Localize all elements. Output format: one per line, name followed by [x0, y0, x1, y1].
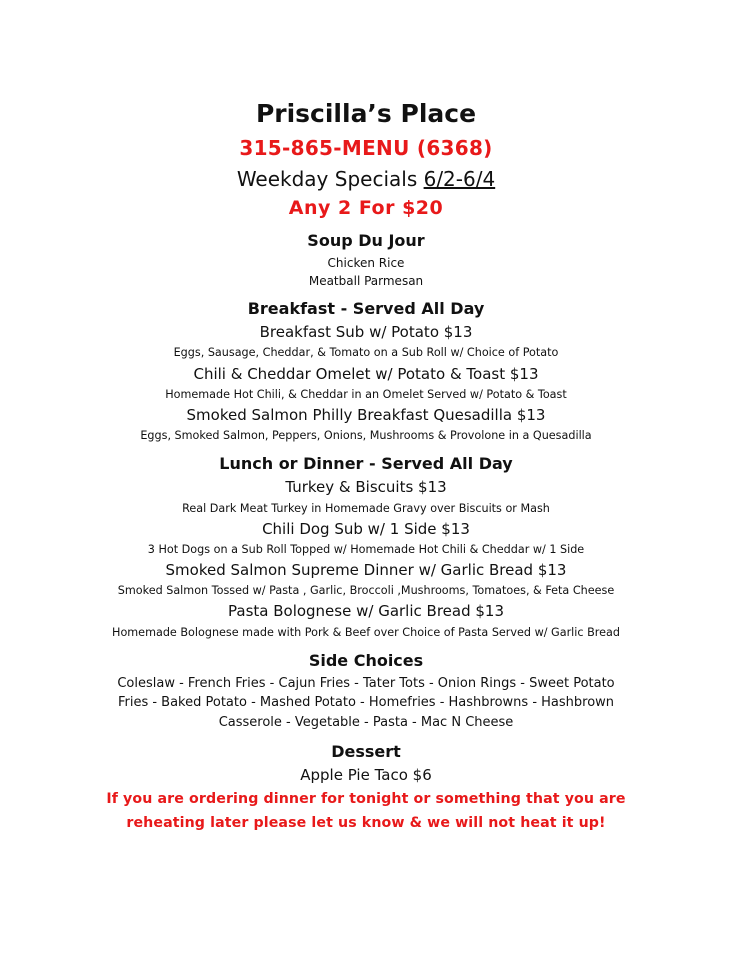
menu-item-name: Pasta Bolognese w/ Garlic Bread $13 — [228, 602, 504, 620]
menu-item-description: 3 Hot Dogs on a Sub Roll Topped w/ Homemade Hot Chili & Cheddar w/ 1 Side — [147, 543, 585, 556]
breakfast-heading: Breakfast - Served All Day — [247, 299, 485, 318]
weekday-specials-heading — [0, 168, 732, 191]
menu-item-name: Turkey & Biscuits $13 — [285, 478, 447, 496]
side-choices-line: Coleslaw - French Fries - Cajun Fries - Tater Tots - Onion Rings - Sweet Potato — [117, 676, 615, 691]
phone-number: 315-865-MENU (6368) — [239, 136, 493, 160]
menu-item-description: Homemade Hot Chili, & Cheddar in an Omelet Served w/ Potato & Toast — [165, 388, 567, 401]
menu-item-name: Chili Dog Sub w/ 1 Side $13 — [262, 520, 470, 538]
menu-item-description: Eggs, Sausage, Cheddar, & Tomato on a Sub Roll w/ Choice of Potato — [173, 346, 559, 359]
side-choices-line: Casserole - Vegetable - Pasta - Mac N Cheese — [218, 715, 514, 730]
menu-item-name: Chili & Cheddar Omelet w/ Potato & Toast $13 — [193, 365, 539, 383]
lunch-dinner-heading: Lunch or Dinner - Served All Day — [219, 454, 513, 473]
reheat-notice-line: If you are ordering dinner for tonight or something that you are — [106, 791, 626, 807]
menu-item-description: Eggs, Smoked Salmon, Peppers, Onions, Mushrooms & Provolone in a Quesadilla — [140, 429, 592, 442]
promo-line: Any 2 For $20 — [288, 197, 444, 219]
reheat-notice-line: reheating later please let us know & we will not heat it up! — [126, 815, 606, 831]
specials-dates: 6/2-6/4 — [423, 167, 496, 191]
dessert-item: Apple Pie Taco $6 — [300, 766, 432, 784]
menu-item-name: Smoked Salmon Philly Breakfast Quesadilla $13 — [186, 406, 546, 424]
menu-item-name: Smoked Salmon Supreme Dinner w/ Garlic Bread $13 — [165, 561, 567, 579]
menu-item-name: Breakfast Sub w/ Potato $13 — [259, 323, 473, 341]
menu-item-description: Homemade Bolognese made with Pork & Beef over Choice of Pasta Served w/ Garlic Bread — [112, 626, 620, 639]
menu-item-description: Real Dark Meat Turkey in Homemade Gravy over Biscuits or Mash — [182, 502, 550, 515]
side-choices-line: Fries - Baked Potato - Mashed Potato - Homefries - Hashbrowns - Hashbrown — [117, 695, 615, 710]
soup-heading: Soup Du Jour — [307, 231, 425, 250]
dessert-heading: Dessert — [331, 742, 401, 761]
soup-item: Meatball Parmesan — [308, 274, 424, 288]
restaurant-title: Priscilla’s Place — [255, 99, 477, 128]
side-choices-heading: Side Choices — [308, 651, 424, 670]
menu-item-description: Smoked Salmon Tossed w/ Pasta , Garlic, Broccoli ,Mushrooms, Tomatoes, & Feta Cheese — [117, 584, 615, 597]
specials-label: Weekday Specials — [236, 167, 424, 191]
soup-item: Chicken Rice — [327, 256, 405, 270]
